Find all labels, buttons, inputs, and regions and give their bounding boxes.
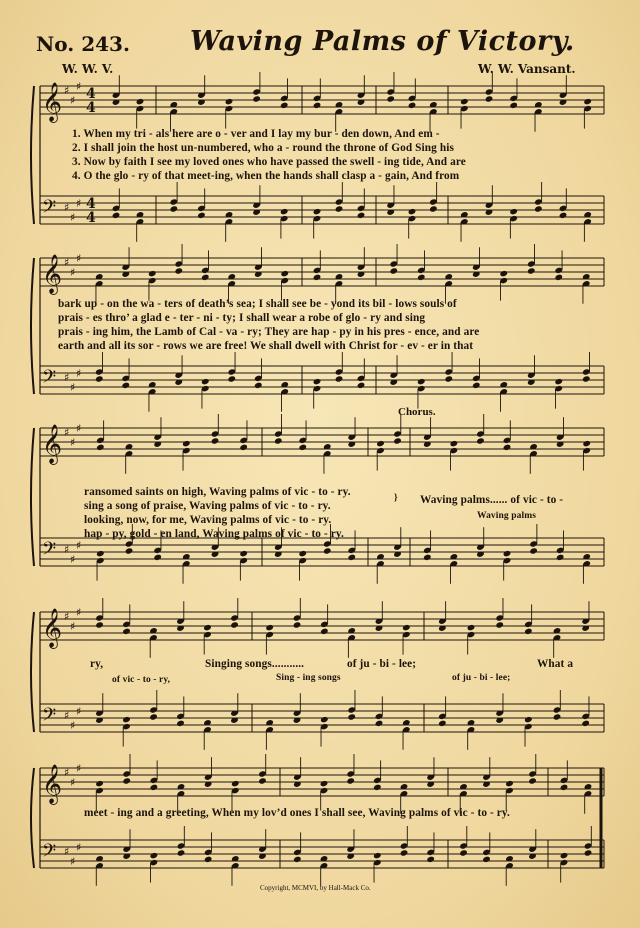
treble-clef-icon: 𝄞 xyxy=(42,254,63,294)
note-head xyxy=(95,621,104,628)
note-head xyxy=(460,98,469,105)
note-head xyxy=(293,621,302,628)
verse-4-line-3: hap - py, gold - en land, Waving palms of vic - to - ry. xyxy=(84,528,344,540)
note-head xyxy=(95,780,104,787)
note-head xyxy=(357,212,366,219)
note-head xyxy=(177,849,186,856)
note-head xyxy=(556,554,565,561)
note-head xyxy=(386,95,395,102)
treble-clef-icon: 𝄞 xyxy=(42,608,63,648)
verse-1-line-2: bark up - on the wa - ters of death’s sea; I shall see be - yond its bil - lows souls of xyxy=(58,298,457,310)
sharp-icon: ♯ xyxy=(64,256,70,269)
note-head xyxy=(582,440,591,447)
note-head xyxy=(122,716,131,723)
note-head xyxy=(313,208,322,215)
sharp-icon: ♯ xyxy=(64,610,70,623)
note-head xyxy=(121,382,130,389)
note-head xyxy=(227,375,236,382)
verse-bracket: } xyxy=(394,492,398,502)
note-head xyxy=(252,95,261,102)
sharp-icon: ♯ xyxy=(76,80,82,93)
note-head xyxy=(125,547,134,554)
note-head xyxy=(417,378,426,385)
note-head xyxy=(503,550,512,557)
note-head xyxy=(150,784,159,791)
note-head xyxy=(534,205,543,212)
note-head xyxy=(122,628,131,635)
bass-clef-icon: 𝄢 xyxy=(42,197,57,222)
note-head xyxy=(174,267,183,274)
note-head xyxy=(426,856,435,863)
note-head xyxy=(298,444,307,451)
sharp-icon: ♯ xyxy=(64,371,70,384)
note-head xyxy=(323,547,332,554)
note-head xyxy=(554,378,563,385)
sharp-icon: ♯ xyxy=(70,94,76,107)
treble-clef-icon: 𝄞 xyxy=(42,764,63,804)
note-head xyxy=(444,375,453,382)
note-head xyxy=(197,212,206,219)
note-head xyxy=(182,440,191,447)
note-head xyxy=(389,267,398,274)
verse-4-line-1: 4. O the glo - ry of that meet-ing, when the hands shall clasp a - gain, And from xyxy=(72,170,460,182)
chorus-line-2-a: ry, xyxy=(90,658,104,670)
note-head xyxy=(408,102,417,109)
note-head xyxy=(527,267,536,274)
note-head xyxy=(450,440,459,447)
note-head xyxy=(459,849,468,856)
note-head xyxy=(230,621,239,628)
verse-4-line-2: earth and all its sor - rows we are free! We shall dwell with Christ for - ev - er in that xyxy=(58,340,474,352)
sharp-icon: ♯ xyxy=(70,211,76,224)
note-head xyxy=(553,713,562,720)
note-head xyxy=(505,780,514,787)
note-head xyxy=(298,550,307,557)
chorus-line-1: Waving palms...... of vic - to - xyxy=(420,494,564,506)
sharp-icon: ♯ xyxy=(76,841,82,854)
note-head xyxy=(153,554,162,561)
sharp-icon: ♯ xyxy=(64,543,70,556)
note-head xyxy=(467,624,476,631)
system-brace-icon xyxy=(31,612,34,732)
note-head xyxy=(280,208,289,215)
verse-1-line-1: 1. When my tri - als here are o - ver and I lay my bur - den down, And em - xyxy=(72,128,440,140)
sharp-icon: ♯ xyxy=(64,426,70,439)
note-head xyxy=(347,713,356,720)
verse-3-line-1: 3. Now by faith I see my loved ones who have passed the swell - ing tide, And are xyxy=(72,156,466,168)
note-head xyxy=(280,270,289,277)
note-head xyxy=(176,720,185,727)
time-signature: 4 xyxy=(86,86,96,102)
verse-3-line-2: prais - ing him, the Lamb of Cal - va - ry; They are hap - py in his pres - ence, and are xyxy=(58,326,480,338)
sharp-icon: ♯ xyxy=(70,719,76,732)
note-head xyxy=(528,777,537,784)
note-head xyxy=(211,437,220,444)
hymn-title: Waving Palms of Victory. xyxy=(190,26,575,57)
sharp-icon: ♯ xyxy=(70,776,76,789)
note-head xyxy=(203,624,212,631)
note-head xyxy=(524,716,533,723)
note-head xyxy=(554,274,563,281)
chorus-line-2-d: What a xyxy=(537,658,574,670)
bass-clef-icon: 𝄢 xyxy=(42,367,57,392)
note-head xyxy=(150,852,159,859)
system-brace-icon xyxy=(31,86,34,224)
sharp-icon: ♯ xyxy=(70,266,76,279)
time-signature: 4 xyxy=(86,210,96,226)
note-head xyxy=(95,375,104,382)
note-head xyxy=(96,550,105,557)
sharp-icon: ♯ xyxy=(76,606,82,619)
note-head xyxy=(225,98,234,105)
note-head xyxy=(201,378,210,385)
note-head xyxy=(136,98,145,105)
note-head xyxy=(376,440,385,447)
copyright-notice: Copyright, MCMVI, by Hall-Mack Co. xyxy=(260,884,371,892)
note-head xyxy=(201,274,210,281)
note-head xyxy=(96,444,105,451)
note-head xyxy=(335,375,344,382)
note-head xyxy=(429,205,438,212)
note-head xyxy=(582,375,591,382)
verse-2-line-1: 2. I shall join the host un-numbered, who a - round the throne of God Sing his xyxy=(72,142,454,154)
note-head xyxy=(438,720,447,727)
note-head xyxy=(274,437,283,444)
sharp-icon: ♯ xyxy=(76,705,82,718)
note-head xyxy=(170,205,179,212)
note-head xyxy=(373,784,382,791)
bass-clef-icon: 𝄢 xyxy=(42,841,57,866)
verse-1-line-3: ransomed saints on high, Waving palms of vic - to - ry. xyxy=(84,486,351,498)
system-brace-icon xyxy=(31,428,34,566)
sharp-icon: ♯ xyxy=(70,381,76,394)
note-head xyxy=(408,208,417,215)
hymn-number: No. 243. xyxy=(36,32,130,56)
lyricist-credit: W. W. V. xyxy=(62,62,114,76)
verse-3-line-3: looking, now, for me, Waving palms of vic - to - ry. xyxy=(84,514,332,526)
note-head xyxy=(476,437,485,444)
note-head xyxy=(122,777,131,784)
note-head xyxy=(347,554,356,561)
note-head xyxy=(485,95,494,102)
treble-clef-icon: 𝄞 xyxy=(42,82,63,122)
sharp-icon: ♯ xyxy=(76,422,82,435)
note-head xyxy=(149,713,158,720)
sharp-icon: ♯ xyxy=(64,84,70,97)
sharp-icon: ♯ xyxy=(64,845,70,858)
note-head xyxy=(423,554,432,561)
sharp-icon: ♯ xyxy=(76,252,82,265)
note-head xyxy=(499,270,508,277)
note-head xyxy=(375,720,384,727)
treble-clef-icon: 𝄞 xyxy=(42,424,63,464)
chorus-line-3: meet - ing and a greeting, When my lov’d ones I shall see, Waving palms of vic - to - ry. xyxy=(84,807,510,819)
note-head xyxy=(258,777,267,784)
note-head xyxy=(357,382,366,389)
sharp-icon: ♯ xyxy=(64,766,70,779)
chorus-alto-line-2-b: Sing - ing songs xyxy=(276,673,341,683)
note-head xyxy=(524,628,533,635)
note-head xyxy=(335,205,344,212)
note-head xyxy=(495,621,504,628)
note-head xyxy=(559,212,568,219)
note-head xyxy=(320,716,329,723)
note-head xyxy=(472,382,481,389)
note-head xyxy=(112,212,121,219)
chorus-alto-line-2-c: of ju - bi - lee; xyxy=(452,673,511,683)
system-brace-icon xyxy=(31,258,34,394)
chorus-alto-line-2-a: of vic - to - ry, xyxy=(112,675,171,685)
note-head xyxy=(400,849,409,856)
sharp-icon: ♯ xyxy=(76,367,82,380)
note-head xyxy=(148,270,157,277)
sharp-icon: ♯ xyxy=(70,553,76,566)
note-head xyxy=(346,777,355,784)
note-head xyxy=(503,444,512,451)
time-signature: 4 xyxy=(86,196,96,212)
sharp-icon: ♯ xyxy=(76,539,82,552)
note-head xyxy=(393,437,402,444)
note-head xyxy=(280,102,289,109)
note-head xyxy=(402,624,411,631)
note-head xyxy=(239,550,248,557)
note-head xyxy=(313,102,322,109)
note-head xyxy=(373,852,382,859)
sharp-icon: ♯ xyxy=(70,620,76,633)
sharp-icon: ♯ xyxy=(70,436,76,449)
note-head xyxy=(293,856,302,863)
bass-clef-icon: 𝄢 xyxy=(42,539,57,564)
time-signature: 4 xyxy=(86,100,96,116)
note-head xyxy=(231,780,240,787)
chorus-line-2-b: Singing songs........... xyxy=(205,658,305,670)
note-head xyxy=(239,444,248,451)
sharp-icon: ♯ xyxy=(76,197,82,210)
note-head xyxy=(313,274,322,281)
note-head xyxy=(204,856,213,863)
verse-2-line-3: sing a song of praise, Waving palms of vic - to - ry. xyxy=(84,500,331,512)
chorus-line-2-c: of ju - bi - lee; xyxy=(347,658,417,670)
note-head xyxy=(482,856,491,863)
chorus-alto-line-1: Waving palms xyxy=(477,511,537,521)
sharp-icon: ♯ xyxy=(76,762,82,775)
note-head xyxy=(320,628,329,635)
bass-clef-icon: 𝄢 xyxy=(42,705,57,730)
note-head xyxy=(254,382,263,389)
note-head xyxy=(417,274,426,281)
verse-2-line-2: prais - es thro’ a glad e - ter - ni - ty; I shall wear a robe of glo - ry and sing xyxy=(58,312,426,324)
note-head xyxy=(313,378,322,385)
note-head xyxy=(584,849,593,856)
note-head xyxy=(529,547,538,554)
note-head xyxy=(509,208,518,215)
sharp-icon: ♯ xyxy=(64,709,70,722)
chorus-label: Chorus. xyxy=(398,406,436,418)
note-head xyxy=(583,98,592,105)
note-head xyxy=(560,852,569,859)
note-head xyxy=(509,102,518,109)
note-head xyxy=(265,624,274,631)
note-head xyxy=(320,780,329,787)
composer-credit: W. W. Vansant. xyxy=(478,62,576,76)
system-brace-icon xyxy=(31,768,34,868)
note-head xyxy=(581,720,590,727)
sharp-icon: ♯ xyxy=(70,855,76,868)
sharp-icon: ♯ xyxy=(64,201,70,214)
note-head xyxy=(560,784,569,791)
